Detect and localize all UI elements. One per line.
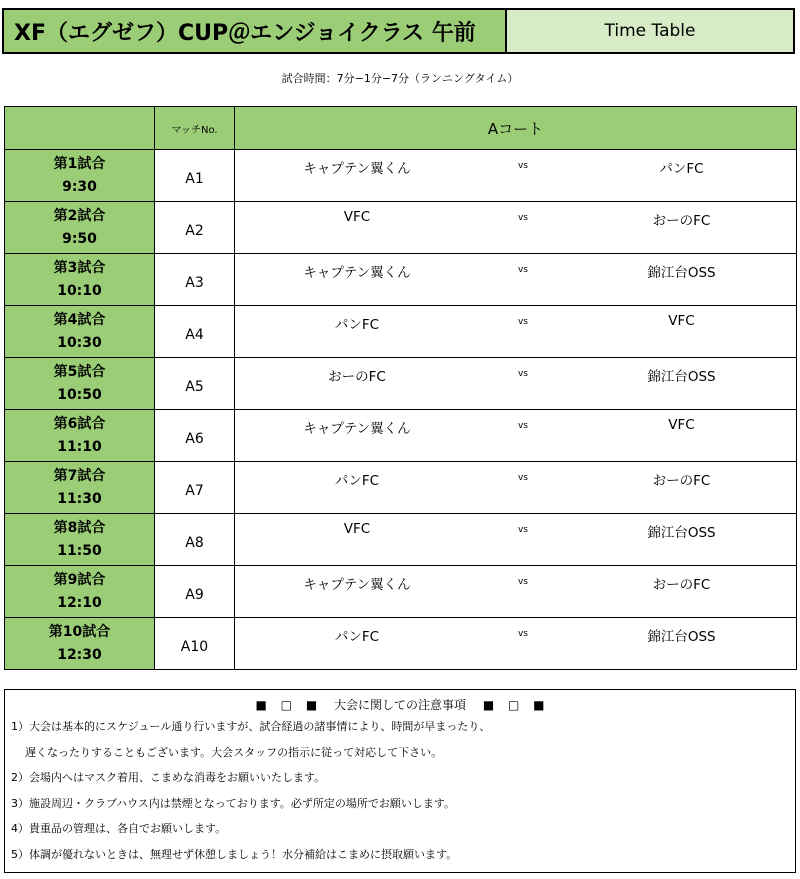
note-item: 遅くなったりすることもございます。大会スタッフの指示に従って対応して下さい。 <box>25 745 443 759</box>
table-row <box>5 618 797 670</box>
round-cell <box>5 566 155 618</box>
home-team: VFC <box>343 209 371 225</box>
away-team: 錦江台OSS <box>647 525 716 541</box>
note-item: 1）大会は基本的にスケジュール通り行いますが、試合経過の諸事情により、時間が早まったり、 <box>11 720 491 733</box>
time-table-label: Time Table <box>507 10 793 52</box>
vs-label: vs <box>517 161 528 171</box>
match-code: A1 <box>155 150 235 202</box>
round-time: 9:50 <box>62 230 97 247</box>
square-empty-icon: □ <box>280 698 292 712</box>
page-title: XF（エグゼフ）CUP＠エンジョイクラス 午前 <box>4 10 507 52</box>
match-code: A2 <box>155 202 235 254</box>
match-code: A4 <box>155 306 235 358</box>
round-time: 12:10 <box>57 594 102 611</box>
match-code: A3 <box>155 254 235 306</box>
note-item: 4）貴重品の管理は、各自でお願いします。 <box>11 822 227 836</box>
away-team: おーのFC <box>652 213 711 229</box>
table-row <box>5 410 797 462</box>
note-item: 2）会場内へはマスク着用、こまめな消毒をお願いいたします。 <box>11 771 326 785</box>
game-cell <box>235 566 797 618</box>
round-time: 10:10 <box>57 282 102 299</box>
match-code: A8 <box>155 514 235 566</box>
table-row <box>5 150 797 202</box>
notes-title <box>5 696 795 714</box>
square-empty-icon: □ <box>508 698 520 712</box>
round-cell <box>5 514 155 566</box>
table-header-row <box>5 107 797 150</box>
round-time: 9:30 <box>62 178 97 195</box>
header <box>2 8 795 54</box>
vs-label: vs <box>517 265 528 275</box>
notes-list <box>5 714 795 868</box>
match-code: A9 <box>155 566 235 618</box>
table-row <box>5 202 797 254</box>
note-item: 5）体調が優れないときは、無理せず休憩しましょう！水分補給はこまめに摂取願います。 <box>11 847 458 861</box>
away-team: 錦江台OSS <box>647 265 716 281</box>
schedule-table <box>4 106 797 670</box>
round-label: 第3試合 <box>53 259 106 276</box>
header-court: Aコート <box>235 107 797 150</box>
home-team: キャプテン翼くん <box>303 265 411 281</box>
round-time: 11:30 <box>57 490 102 507</box>
home-team: パンFC <box>334 317 380 333</box>
game-cell <box>235 150 797 202</box>
away-team: おーのFC <box>652 577 711 593</box>
notes-title-text: 大会に関しての注意事項 <box>333 698 466 712</box>
away-team: 錦江台OSS <box>647 369 716 385</box>
home-team: キャプテン翼くん <box>303 421 411 437</box>
table-row <box>5 462 797 514</box>
match-code: A5 <box>155 358 235 410</box>
square-filled-icon: ■ <box>255 698 267 712</box>
game-cell <box>235 462 797 514</box>
round-label: 第8試合 <box>53 519 106 536</box>
square-filled-icon: ■ <box>533 698 545 712</box>
home-team: パンFC <box>334 473 380 489</box>
vs-label: vs <box>517 369 528 379</box>
vs-label: vs <box>517 317 528 327</box>
away-team: おーのFC <box>652 473 711 489</box>
vs-label: vs <box>517 577 528 587</box>
table-row <box>5 514 797 566</box>
table-row <box>5 254 797 306</box>
round-cell <box>5 462 155 514</box>
away-team: VFC <box>668 313 695 329</box>
header-match-no: マッチNo. <box>155 107 235 150</box>
round-time: 12:30 <box>57 646 102 663</box>
game-cell <box>235 306 797 358</box>
vs-label: vs <box>517 421 528 431</box>
vs-label: vs <box>517 473 528 483</box>
header-round-cell <box>5 107 155 150</box>
round-label: 第4試合 <box>53 311 106 328</box>
round-cell <box>5 358 155 410</box>
match-time-note: 試合時間：7分−1分−7分（ランニングタイム） <box>281 72 519 85</box>
round-label: 第1試合 <box>53 155 106 172</box>
round-label: 第5試合 <box>53 363 106 380</box>
round-cell <box>5 202 155 254</box>
away-team: VFC <box>668 417 695 433</box>
away-team: パンFC <box>659 161 704 177</box>
match-code: A7 <box>155 462 235 514</box>
round-cell <box>5 410 155 462</box>
game-cell <box>235 410 797 462</box>
round-time: 10:50 <box>57 386 102 403</box>
round-label: 第10試合 <box>48 623 111 640</box>
away-team: 錦江台OSS <box>647 629 716 645</box>
vs-label: vs <box>517 213 528 223</box>
round-label: 第2試合 <box>53 207 106 224</box>
round-time: 11:50 <box>57 542 102 559</box>
note-item: 3）施設周辺・クラブハウス内は禁煙となっております。必ず所定の場所でお願いします。 <box>11 796 456 810</box>
game-cell <box>235 254 797 306</box>
game-cell <box>235 514 797 566</box>
game-cell <box>235 202 797 254</box>
game-cell <box>235 358 797 410</box>
table-row <box>5 566 797 618</box>
square-filled-icon: ■ <box>482 698 495 712</box>
home-team: キャプテン翼くん <box>303 577 411 593</box>
home-team: おーのFC <box>328 369 386 385</box>
vs-label: vs <box>517 629 528 639</box>
round-cell <box>5 254 155 306</box>
round-cell <box>5 306 155 358</box>
home-team: VFC <box>343 521 371 537</box>
home-team: パンFC <box>334 629 380 645</box>
round-time: 11:10 <box>57 438 102 455</box>
home-team: キャプテン翼くん <box>303 161 411 177</box>
round-cell <box>5 150 155 202</box>
table-row <box>5 306 797 358</box>
notes-box <box>4 689 796 873</box>
match-code: A6 <box>155 410 235 462</box>
vs-label: vs <box>517 525 528 535</box>
round-label: 第7試合 <box>53 467 106 484</box>
round-label: 第6試合 <box>53 415 106 432</box>
square-filled-icon: ■ <box>305 698 318 712</box>
round-time: 10:30 <box>57 334 102 351</box>
round-cell <box>5 618 155 670</box>
table-row <box>5 358 797 410</box>
round-label: 第9試合 <box>53 571 106 588</box>
game-cell <box>235 618 797 670</box>
match-code: A10 <box>155 618 235 670</box>
